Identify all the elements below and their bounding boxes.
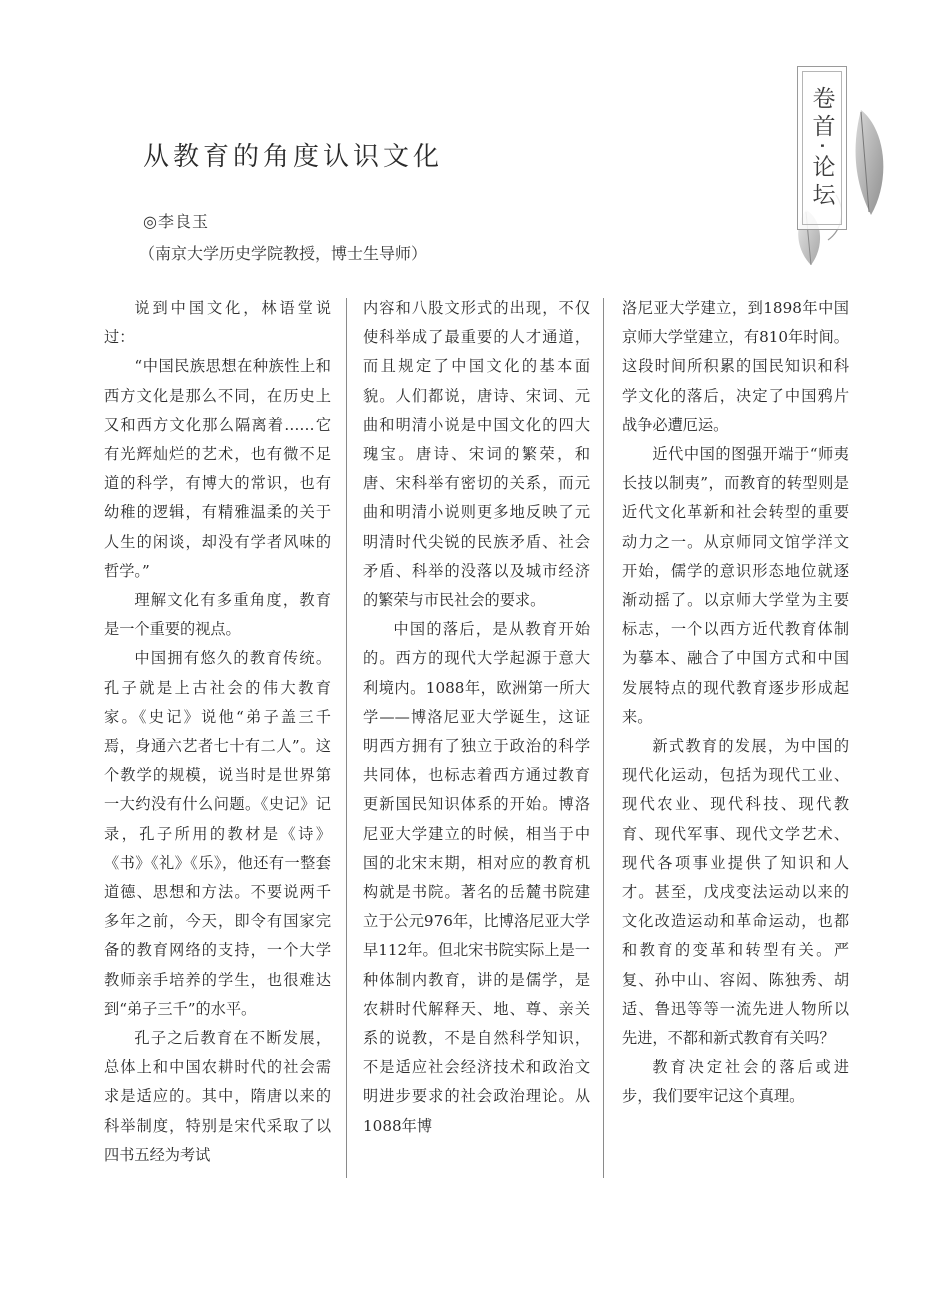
paragraph: 中国的落后，是从教育开始的。西方的现代大学起源于意大利境内。1088年，欧洲第一所大学——博洛尼亚大学诞生，这证明西方拥有了独立于政治的科学共同体，也标志着西方通过教育更新国民知识体系的开始。博洛尼亚大学建立的时候，相当于中国的北宋末期，相对应的教育机构就是书院。著名的岳麓书院建立于公元976年，比博洛尼亚大学早112年。但北宋书院实际上是一种体制内教育，讲的是儒学，是农耕时代解释天、地、尊、亲关系的说教，不是自然科学知识，不是适应社会经济技术和政治文明进步要求的社会政治理论。从1088年博 — [363, 620, 590, 1135]
column-divider-2 — [603, 298, 604, 1178]
paragraph: 教育决定社会的落后或进步，我们要牢记这个真理。 — [622, 1058, 849, 1106]
author-affiliation: （南京大学历史学院教授，博士生导师） — [139, 244, 428, 263]
paragraph: 理解文化有多重角度，教育是一个重要的视点。 — [104, 591, 331, 639]
column-divider-1 — [346, 298, 347, 1178]
article-author: ◎李良玉 — [143, 212, 209, 231]
body-column-1 — [104, 294, 331, 1170]
paragraph: 中国拥有悠久的教育传统。孔子就是上古社会的伟大教育家。《史记》说他“弟子盖三千焉，身通六艺者七十有二人”。这个教学的规模，说当时是世界第一大约没有什么问题。《史记》记录，孔子所用的教材是《诗》《书》《礼》《乐》，他还有一整套道德、思想和方法。不要说两千多年之前，今天，即令有国家完备的教育网络的支持，一个大学教师亲手培养的学生，也很难达到“弟子三千”的水平。 — [104, 649, 331, 1018]
section-label: 卷首·论坛 — [808, 85, 835, 211]
body-column-2 — [363, 294, 590, 1141]
paragraph: 近代中国的图强开端于“师夷长技以制夷”，而教育的转型则是近代文化革新和社会转型的重要动力之一。从京师同文馆学洋文开始，儒学的意识形态地位就逐渐动摇了。以京师大学堂为主要标志，一个以西方近代教育体制为摹本、融合了中国方式和中国发展特点的现代教育逐步形成起来。 — [622, 445, 849, 726]
paragraph: 新式教育的发展，为中国的现代化运动，包括为现代工业、现代农业、现代科技、现代教育、现代军事、现代文学艺术、现代各项事业提供了知识和人才。甚至，戊戌变法运动以来的文化改造运动和革命运动，也都和教育的变革和转型有关。严复、孙中山、容闳、陈独秀、胡适、鲁迅等等一流先进人物所以先进，不都和新式教育有关吗？ — [622, 737, 849, 1048]
section-label-inner-frame — [802, 71, 842, 225]
paragraph: 孔子之后教育在不断发展，总体上和中国农耕时代的社会需求是适应的。其中，隋唐以来的科举制度，特别是宋代采取了以四书五经为考试 — [104, 1029, 331, 1164]
paragraph-continued: 洛尼亚大学建立，到1898年中国京师大学堂建立，有810年时间。这段时间所积累的国民知识和科学文化的落后，决定了中国鸦片战争必遭厄运。 — [622, 299, 849, 434]
body-column-3 — [622, 294, 849, 1112]
paragraph-continued: 内容和八股文形式的出现，不仅使科举成了最重要的人才通道，而且规定了中国文化的基本面貌。人们都说，唐诗、宋词、元曲和明清小说是中国文化的四大瑰宝。唐诗、宋词的繁荣，和唐、宋科举有密切的关系，而元曲和明清小说则更多地反映了元明清时代尖锐的民族矛盾、社会矛盾、科举的没落以及城市经济的繁荣与市民社会的要求。 — [363, 299, 590, 610]
paragraph-quote: “中国民族思想在种族性上和西方文化是那么不同，在历史上又和西方文化那么隔离着……它有光辉灿烂的艺术，也有微不足道的科学，有博大的常识，也有幼稚的逻辑，有精雅温柔的关于人生的闲谈，却没有学者风味的哲学。” — [104, 357, 331, 580]
article-title: 从教育的角度认识文化 — [143, 142, 444, 172]
section-label-box — [797, 66, 847, 230]
paragraph: 说到中国文化，林语堂说过： — [104, 299, 331, 347]
